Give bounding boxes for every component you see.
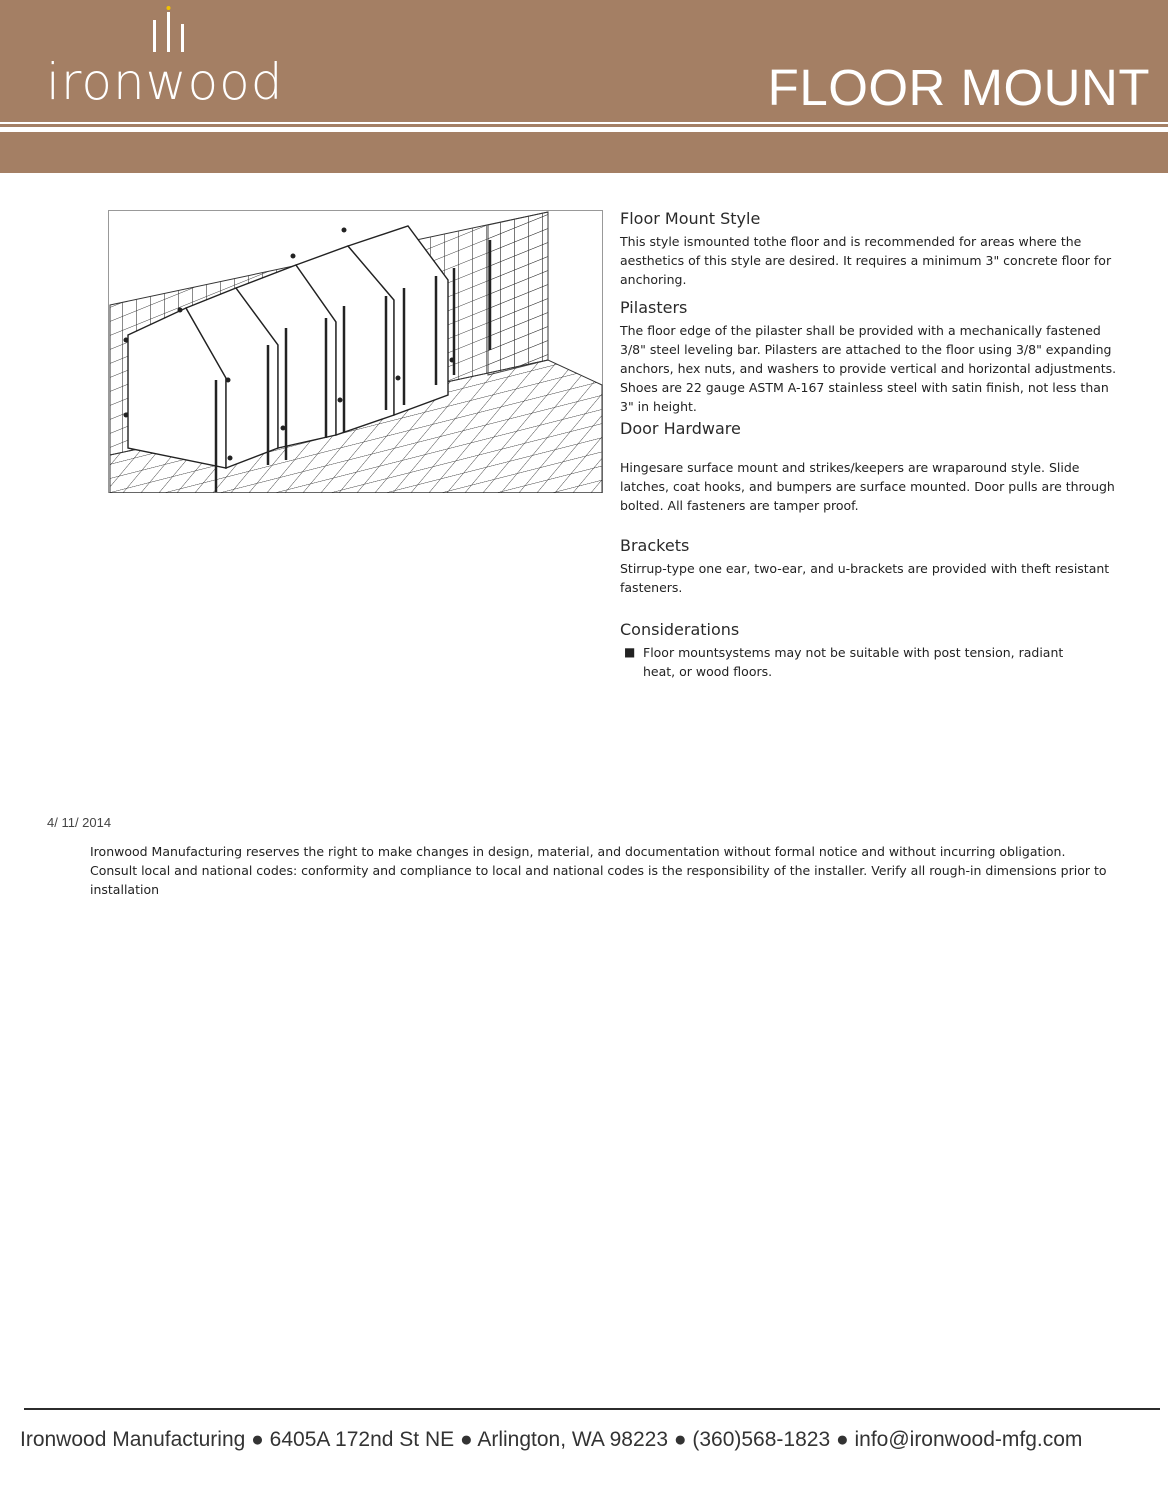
header-lower-band [0,132,1168,173]
section-pilasters [620,295,1120,416]
section-title: Pilasters [620,298,688,317]
section-title: Floor Mount Style [620,209,761,228]
page-title: FLOOR MOUNT [767,59,1150,116]
section-title: Brackets [620,536,690,555]
section-title: Door Hardware [620,419,741,438]
spec-content [620,206,1120,681]
disclaimer-text: Ironwood Manufacturing reserves the right to make changes in design, material, and documentation without formal notice and without incurring obligation. Consult local and national codes: conformity and compliance to local and national codes is the responsibility of the installer. Verify all rough-in dimensions prior to installation [90,844,1107,897]
ironwood-logo-icon [148,6,190,56]
document-date: 4/ 11/ 2014 [47,815,112,830]
list-item [624,643,1120,681]
footer-divider [24,1408,1160,1410]
logo-wordmark: ironwood [46,53,284,111]
section-door-hardware [620,416,1120,515]
footer-contact: Ironwood Manufacturing ● 6405A 172nd St NE ● Arlington, WA 98223 ● (360)568-1823 ● info@ironwood-mfg.com [20,1428,1083,1451]
section-floor-mount-style [620,206,1120,289]
toilet-partition-floor-mount-illustration [108,210,603,493]
section-considerations [620,617,1120,681]
section-title: Considerations [620,620,740,639]
section-body: Hingesare surface mount and strikes/keepers are wraparound style. Slide latches, coat hooks, and bumpers are surface mounted. Door pulls are through bolted. All fasteners are tamper proof. [620,460,1115,513]
header-divider [0,124,1168,127]
section-body: The floor edge of the pilaster shall be provided with a mechanically fastened 3/8" steel leveling bar. Pilasters are attached to the floor using 3/8" expanding anchors, hex nuts, and washers to provide vertical and horizontal adjustments. Shoes are 22 gauge ASTM A-167 stainless steel with satin finish, not less than 3" in height. [620,323,1117,414]
bullet-icon: ■ [624,645,636,659]
bullet-text: Floor mountsystems may not be suitable with post tension, radiant heat, or wood floors. [643,645,1064,679]
section-body: Stirrup-type one ear, two-ear, and u-brackets are provided with theft resistant fasteners. [620,561,1110,595]
section-brackets [620,533,1120,597]
section-body: This style ismounted tothe floor and is recommended for areas where the aesthetics of this style are desired. It requires a minimum 3" concrete floor for anchoring. [620,234,1112,287]
